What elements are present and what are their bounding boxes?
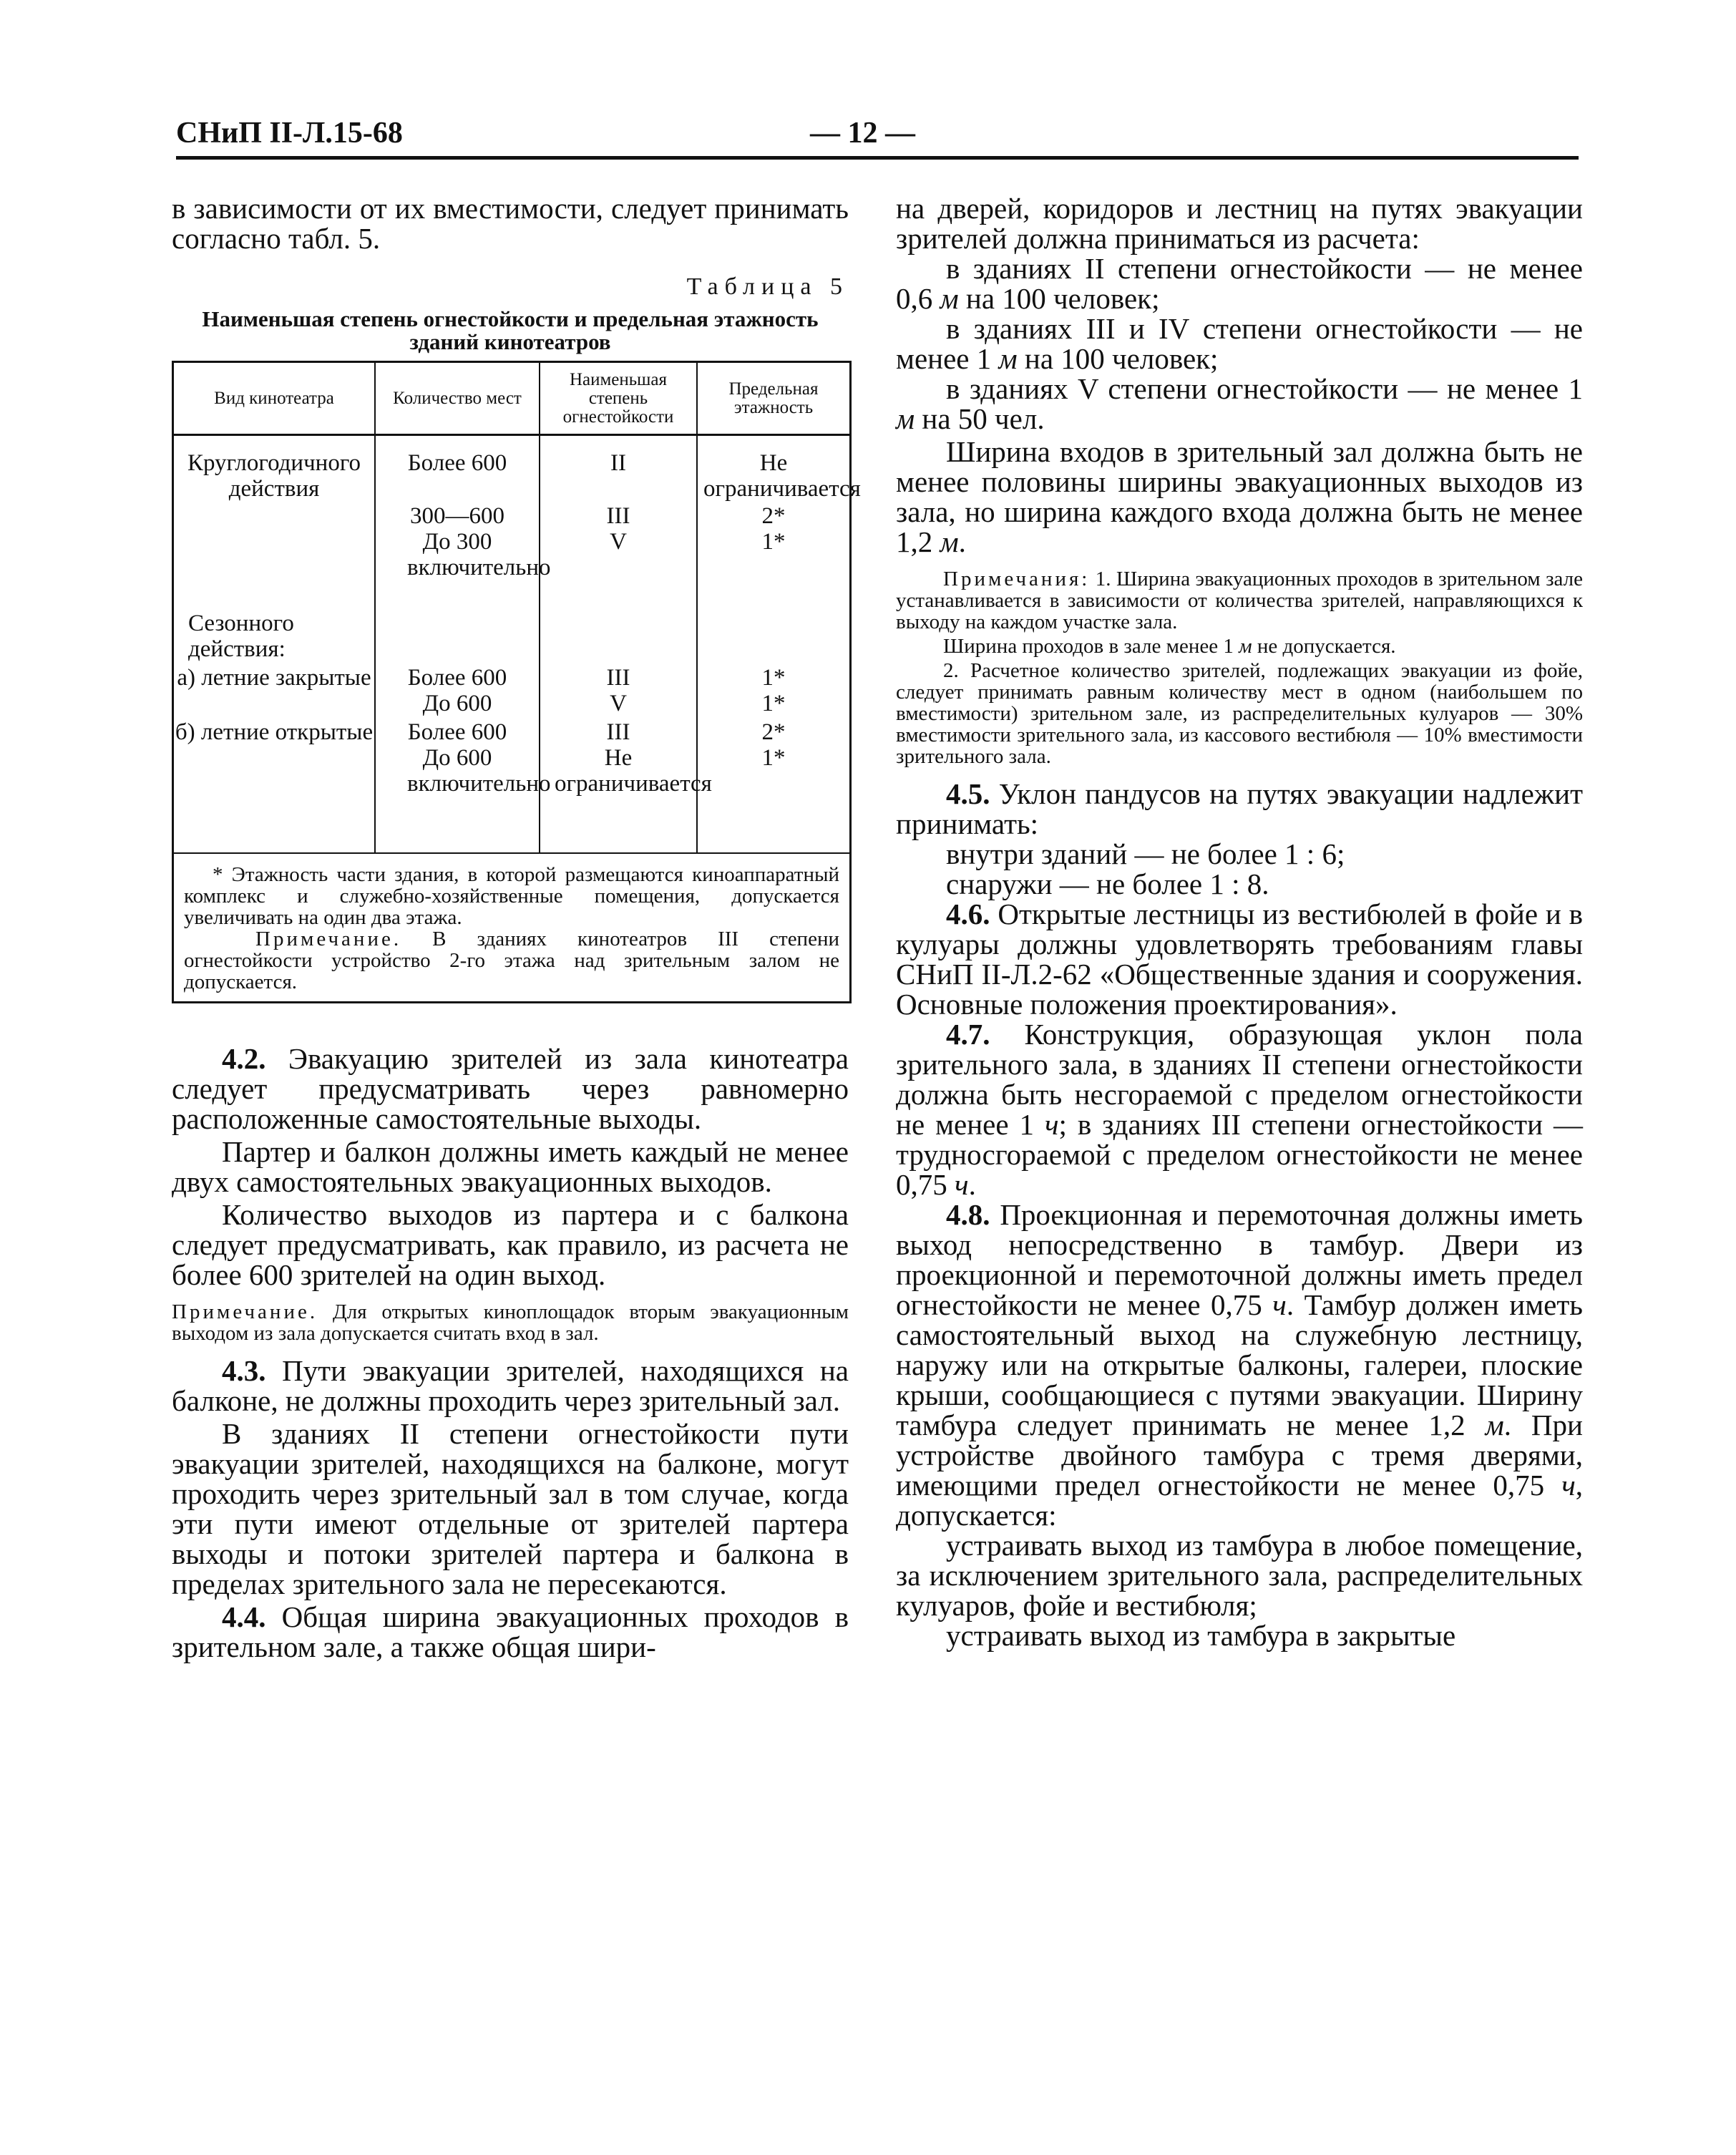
section-number: 4.5. bbox=[946, 777, 990, 810]
right-column: на дверей, коридоров и лестниц на путях эвакуации зрителей должна приниматься из расчета: в зданиях II степени огнестойкости — не менее 0,6 м на 100 человек; в зданиях III и IV степени огнестойкости — не менее 1 м на 100 человек; в зданиях V степени огнестойкости — не менее 1 м на 50 чел. Ширина входов в зрительный зал должна быть не менее половины ширины эвакуационных выходов из зала, но ширина каждого входа должна быть не менее 1,2 м. Примечания: 1. Ширина эвакуационных проходов в зрительном зале устанавливается в зависимости от количества зрителей, направляющихся к выходу на каждом участке зала. Ширина проходов в зале менее 1 м не допускается. 2. Расчетное количество зрителей, подлежащих эвакуации из фойе, следует принимать равным количеству мест в одном (наибольшем по вместимости) зрительном зале, из распределительных кулуаров — 30% вместимости зрительного зала, из кассового вестибюля — 10% вместимости зрительного зала. 4.5. Уклон пандусов на путях эвакуации надлежит принимать: внутри зданий — не более 1 : 6; снаружи — не более 1 : 8. 4.6. Открытые лестницы из вестибюлей в фойе и в кулуары должны удовлетворять требованиям главы СНиП II-Л.2-62 «Общественные здания и сооружения. Основные положения проектирования». 4.7. Конструкция, образующая уклон пола зрительного зала, в зданиях II степени огнестойкости должна быть несгораемой с пределом огнестойкости не менее 1 ч; в зданиях III степени огнестойкости — трудносгораемой с пределом огнестойкости не менее 0,75 ч. 4.8. Проекционная и перемоточная должны иметь выход непосредственно в тамбур. Двери из проекционной и перемоточной должны иметь предел огнестойкости не менее 0,75 ч. Тамбур должен иметь самостоятельный выход на служебную лестницу, наружу или на открытые балконы, галереи, плоские крыши, сообщающиеся с путями эвакуации. Ширину тамбура следует принимать не менее 1,2 м. При устройстве двойного тамбура с тремя дверями, имеющими предел огнестойкости не менее 0,75 ч, допускается: устраивать выход из тамбура в любое помещение, за исключением зрительного зала, распределительных кулуаров, фойе и вестибюля; устраивать выход из тамбура в закрытые bbox=[896, 192, 1583, 1652]
table-cell: III bbox=[606, 719, 630, 745]
paragraph-entrance-width: Ширина входов в зрительный зал должна быть не менее половины ширины эвакуационных выходов из зала, но ширина каждого входа должна быть не менее 1,2 bbox=[896, 435, 1583, 558]
table-cell: До 600 включительно bbox=[407, 745, 551, 797]
table-cell: II bbox=[610, 450, 626, 476]
table-cell: 300—600 bbox=[410, 503, 504, 529]
unit: м bbox=[998, 342, 1018, 375]
section-number: 4.2. bbox=[222, 1042, 266, 1075]
table-cell: Более 600 bbox=[407, 450, 507, 476]
section-number: 4.4. bbox=[222, 1600, 266, 1633]
table-cell: 1* bbox=[761, 745, 786, 771]
table-header-cell: Предельная этажность bbox=[696, 363, 849, 436]
table-column-seats bbox=[374, 436, 551, 852]
unit: м bbox=[940, 525, 959, 558]
list-item: в зданиях II степени огнестойкости — не менее 0,6 bbox=[896, 252, 1583, 315]
section-number: 4.6. bbox=[946, 897, 990, 930]
list-item: в зданиях III и IV степени огнестойкости — не менее 1 bbox=[896, 312, 1583, 375]
table-cell: Круглогодичного действия bbox=[187, 450, 361, 502]
section-number: 4.7. bbox=[946, 1018, 990, 1051]
table-cell: V bbox=[610, 691, 627, 716]
table-footnote: * Этажность части здания, в которой размещаются киноаппаратный комплекс и служебно-хозяйственные помещения, допускается увеличивать на один два этажа. bbox=[184, 863, 839, 929]
list-item: в зданиях V степени огнестойкости — не менее 1 bbox=[946, 372, 1583, 405]
table-cell: V bbox=[610, 529, 627, 555]
note-2: 2. Расчетное количество зрителей, подлежащих эвакуации из фойе, следует принимать равным количеству мест в одном (наибольшем по вместимости) зрительном зале, из распределительных кулуаров — 30% вместимости зрительного зала, из кассового вестибюля — 10% вместимости зрительного зала. bbox=[896, 659, 1583, 768]
table-5 bbox=[172, 361, 861, 1003]
unit: м bbox=[1485, 1409, 1504, 1441]
table-note-label: Примечание. bbox=[255, 928, 402, 950]
left-column bbox=[172, 192, 861, 1663]
note-1b: Ширина проходов в зале менее 1 bbox=[943, 635, 1239, 658]
unit: м bbox=[1239, 635, 1252, 658]
list-item: снаружи — не более 1 : 8. bbox=[946, 867, 1269, 900]
page-header bbox=[176, 116, 1579, 160]
table-cell: Более 600 bbox=[407, 719, 507, 745]
table-cell: III bbox=[606, 665, 630, 691]
notes-label: Примечания: bbox=[943, 568, 1091, 590]
paragraph-any-room: устраивать выход из тамбура в любое помещение, за исключением зрительного зала, распределительных кулуаров, фойе и вестибюля; bbox=[896, 1529, 1583, 1622]
table-body bbox=[174, 436, 861, 852]
table-header-cell: Наименьшая степень огнестойкости bbox=[539, 363, 696, 436]
table-cell: 1* bbox=[761, 529, 786, 555]
table-header-cell: Количество мест bbox=[374, 363, 539, 436]
continuation-paragraph: на дверей, коридоров и лестниц на путях эвакуации зрителей должна приниматься из расчета: bbox=[896, 192, 1583, 255]
page-number: — 12 — bbox=[810, 117, 915, 150]
table-column-floors bbox=[696, 436, 861, 852]
unit: м bbox=[940, 282, 959, 315]
table-cell: 2* bbox=[761, 719, 786, 745]
paragraph-building: В зданиях II степени огнестойкости пути эвакуации зрителей, находящихся на балконе, могут проходить через зрительный зал в том случае, когда эти пути имеют отдельные от зрителей партера выходы и потоки зрителей партера и балкона в пределах зрительного зала не пересекаются. bbox=[172, 1417, 849, 1600]
unit: ч bbox=[955, 1168, 969, 1201]
section-number: 4.8. bbox=[946, 1198, 990, 1231]
section-4-7-text: Конструкция, образующая уклон пола зрительного зала, в зданиях II степени огнестойкости должна быть несгораемой с пределом огнестойкости не менее 1 bbox=[896, 1018, 1583, 1141]
section-4-4-text: Общая ширина эвакуационных проходов в зрительном зале, а также общая шири- bbox=[172, 1600, 849, 1663]
header-rule bbox=[176, 156, 1579, 160]
table-label: Таблица 5 bbox=[686, 273, 849, 300]
table-cell: Не ограничивается bbox=[555, 745, 712, 797]
table-cell: Более 600 bbox=[407, 665, 507, 691]
section-4-2-text: Эвакуацию зрителей из зала кинотеатра следует предусматривать через равномерно расположенные самостоятельные выходы. bbox=[172, 1042, 849, 1135]
section-4-6-text: Открытые лестницы из вестибюлей в фойе и в кулуары должны удовлетворять требованиям главы СНиП II-Л.2-62 «Общественные здания и сооружения. Основные положения проектирования». bbox=[896, 897, 1583, 1021]
intro-paragraph: в зависимости от их вместимости, следует принимать согласно табл. 5. bbox=[172, 192, 849, 255]
unit: м bbox=[896, 402, 915, 435]
table-cell: а) летние закрытые bbox=[177, 665, 371, 691]
document-code: СНиП II-Л.15-68 bbox=[176, 117, 403, 150]
table-cell: Сезонного действия: bbox=[188, 610, 294, 662]
note-text: Для открытых киноплощадок вторым эвакуационным выходом из зала допускается считать вход в зал. bbox=[172, 1300, 849, 1345]
table-cell: До 300 включительно bbox=[407, 529, 551, 580]
table-cell: б) летние открытые bbox=[175, 719, 374, 745]
paragraph-parter: Партер и балкон должны иметь каждый не менее двух самостоятельных эвакуационных выходов. bbox=[172, 1135, 849, 1198]
note-1: 1. Ширина эвакуационных проходов в зрительном зале устанавливается в зависимости от количества зрителей, направляющихся к выходу на каждом участке зала. bbox=[896, 568, 1583, 633]
table-cell: До 600 bbox=[422, 691, 492, 716]
table-note-text: В зданиях кинотеатров III степени огнестойкости устройство 2-го этажа над зрительным залом не допускается. bbox=[184, 928, 839, 993]
section-number: 4.3. bbox=[222, 1354, 266, 1387]
table-column-type bbox=[174, 436, 374, 852]
table-cell: III bbox=[606, 503, 630, 529]
paragraph-exit-count: Количество выходов из партера и с балкона следует предусматривать, как правило, из расчета не более 600 зрителей на один выход. bbox=[172, 1198, 849, 1291]
unit: ч bbox=[1044, 1108, 1059, 1141]
table-cell: 2* bbox=[761, 503, 786, 529]
table-column-fire-rating bbox=[539, 436, 712, 852]
list-item: внутри зданий — не более 1 : 6; bbox=[946, 837, 1345, 870]
table-title: Наименьшая степень огнестойкости и предельная этажность зданий кинотеатров bbox=[202, 306, 819, 354]
table-header-cell: Вид кинотеатра bbox=[174, 363, 374, 436]
table-cell: 1* bbox=[761, 665, 786, 691]
table-cell: Не ограничивается bbox=[703, 450, 861, 502]
unit: ч bbox=[1561, 1469, 1576, 1502]
note-label: Примечание. bbox=[172, 1300, 318, 1323]
section-4-5-text: Уклон пандусов на путях эвакуации надлежит принимать: bbox=[896, 777, 1583, 840]
section-4-8-text: Проекционная и перемоточная должны иметь выход непосредственно в тамбур. Двери из проекционной и перемоточной должны иметь предел огнестойкости не менее 0,75 bbox=[896, 1198, 1583, 1321]
paragraph-closed: устраивать выход из тамбура в закрытые bbox=[946, 1619, 1456, 1652]
unit: ч bbox=[1272, 1288, 1287, 1321]
table-cell: 1* bbox=[761, 691, 786, 716]
table-footnotes bbox=[174, 852, 849, 1001]
section-4-3-text: Пути эвакуации зрителей, находящихся на балконе, не должны проходить через зрительный зал. bbox=[172, 1354, 849, 1417]
